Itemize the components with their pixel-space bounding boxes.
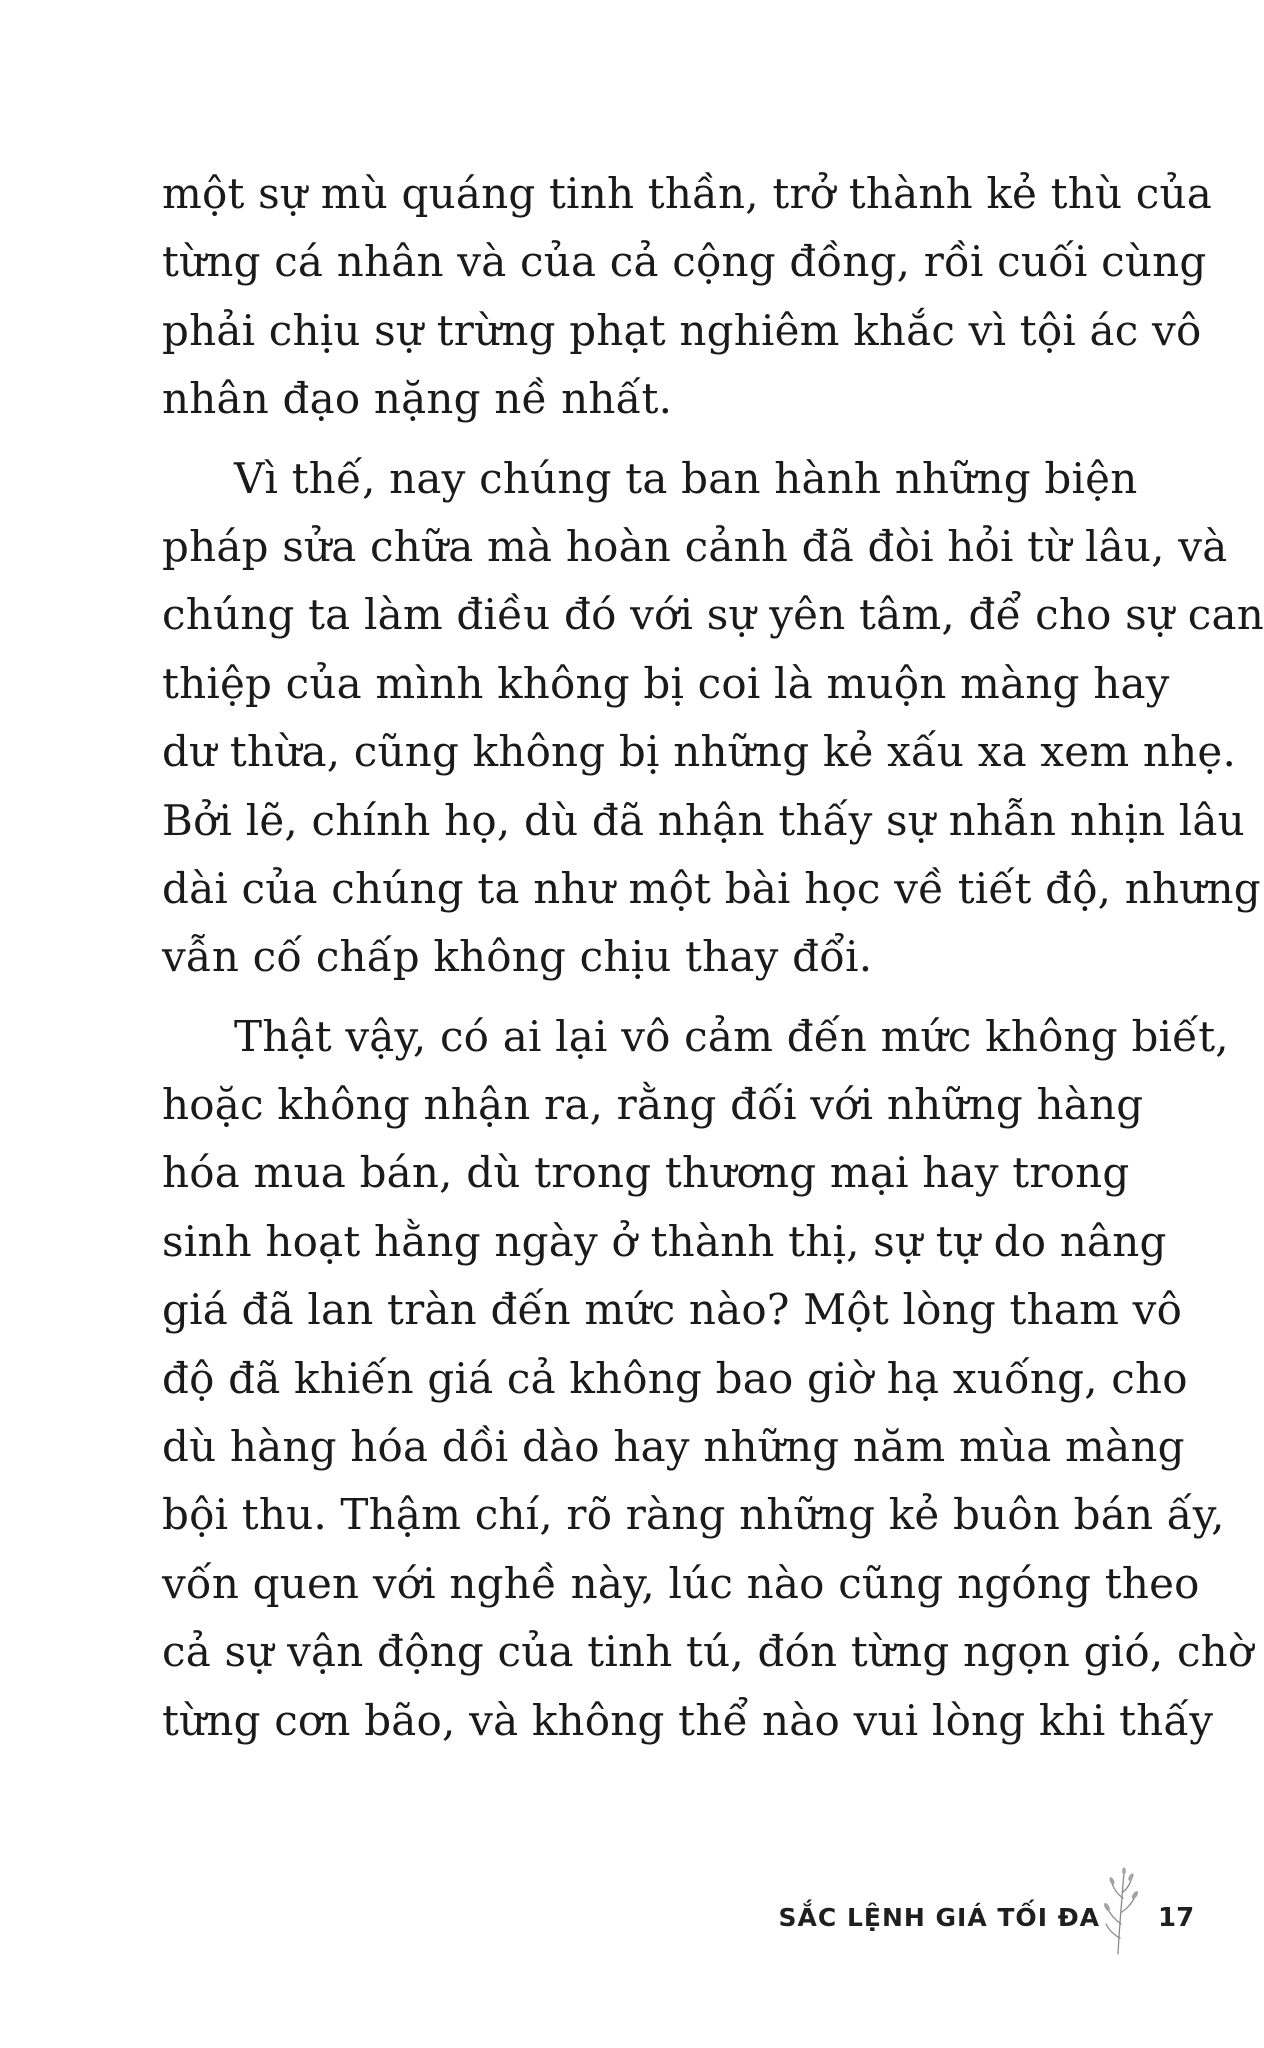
text-line: từng cơn bão, và không thể nào vui lòng khi thấy [162,1695,1214,1745]
text-line: độ đã khiến giá cả không bao giờ hạ xuống, cho [162,1353,1188,1403]
text-line: dài của chúng ta như một bài học về tiết độ, nhưng [162,863,1261,913]
text-line: từng cá nhân và của cả cộng đồng, rồi cuối cùng [162,237,1207,287]
text-line: sinh hoạt hằng ngày ở thành thị, sự tự do nâng [162,1216,1167,1266]
paragraph [162,1003,1254,1755]
text-line: vẫn cố chấp không chịu thay đổi. [162,932,873,982]
wheat-sprig-icon [1090,1862,1150,1958]
text-line: vốn quen với nghề này, lúc nào cũng ngóng theo [162,1558,1200,1608]
page-number: 17 [1158,1903,1195,1933]
body-text [162,160,1264,1755]
text-line: một sự mù quáng tinh thần, trở thành kẻ thù của [162,169,1212,218]
text-line: nhân đạo nặng nề nhất. [162,374,673,424]
paragraph-gap [162,992,1094,1003]
text-line: Thật vậy, có ai lại vô cảm đến mức không biết, [234,1011,1229,1061]
text-line: bội thu. Thậm chí, rõ ràng những kẻ buôn bán ấy, [162,1490,1225,1540]
text-line: thiệp của mình không bị coi là muộn màng hay [162,658,1170,708]
paragraph-gap [162,434,1094,445]
text-line: dư thừa, cũng không bị những kẻ xấu xa xem nhẹ. [162,727,1237,777]
paragraph [162,445,1264,992]
text-line: phải chịu sự trừng phạt nghiêm khắc vì tội ác vô [162,305,1202,355]
text-line: Bởi lẽ, chính họ, dù đã nhận thấy sự nhẫn nhịn lâu [162,795,1245,845]
page-footer [0,1898,1264,1958]
text-line: chúng ta làm điều đó với sự yên tâm, để cho sự can [162,590,1264,640]
text-line: Vì thế, nay chúng ta ban hành những biện [234,453,1138,503]
text-line: cả sự vận động của tinh tú, đón từng ngọn gió, chờ [162,1627,1254,1677]
text-line: hóa mua bán, dù trong thương mại hay trong [162,1148,1130,1198]
text-line: giá đã lan tràn đến mức nào? Một lòng tham vô [162,1285,1183,1335]
paragraph [162,160,1212,434]
text-line: hoặc không nhận ra, rằng đối với những hàng [162,1080,1144,1130]
running-title: SẮC LỆNH GIÁ TỐI ĐA [778,1903,1100,1932]
text-line: dù hàng hóa dồi dào hay những năm mùa màng [162,1422,1185,1472]
text-line: pháp sửa chữa mà hoàn cảnh đã đòi hỏi từ lâu, và [162,521,1228,571]
